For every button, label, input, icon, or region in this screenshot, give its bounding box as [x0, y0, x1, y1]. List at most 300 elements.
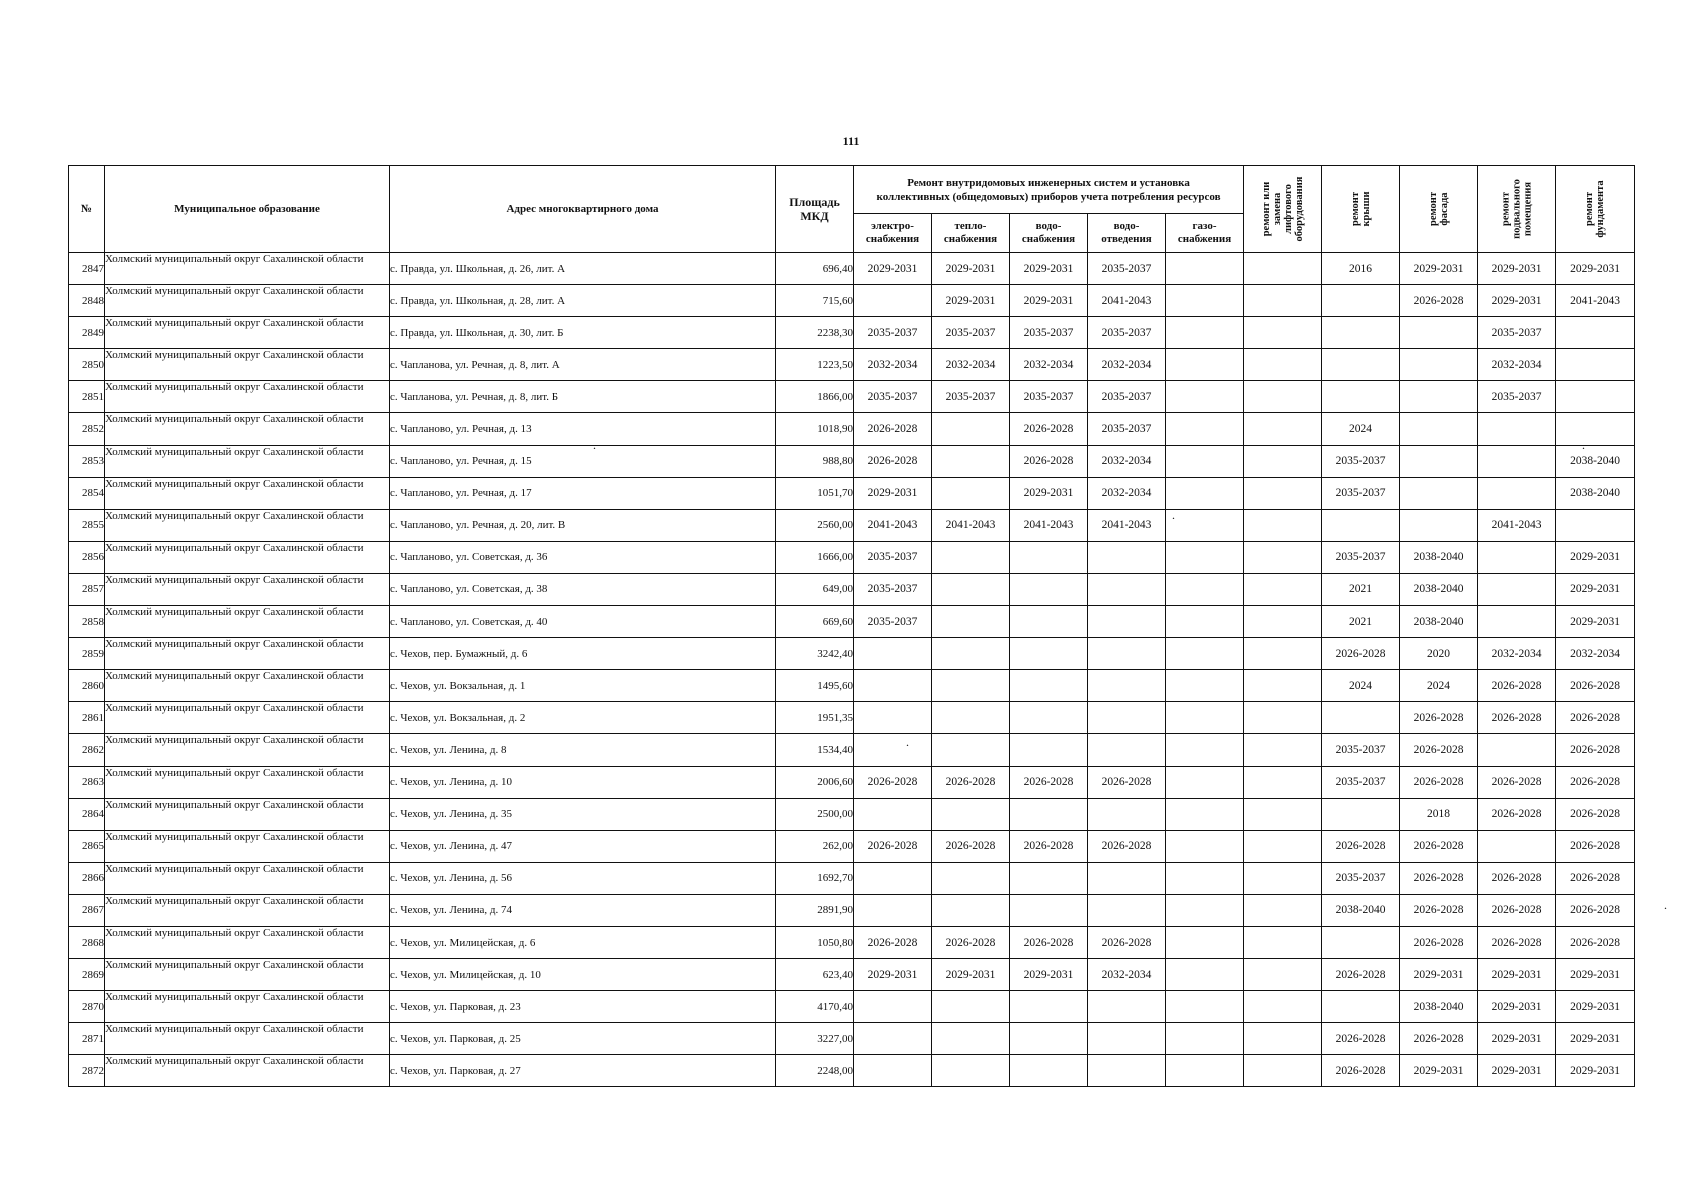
foundation-cell: 2029-2031 — [1556, 541, 1635, 573]
sewer-cell — [1088, 638, 1166, 670]
sewer-cell: 2041-2043 — [1088, 285, 1166, 317]
facade-cell — [1400, 509, 1478, 541]
foundation-cell: 2026-2028 — [1556, 894, 1635, 926]
basement-cell: 2032-2034 — [1478, 349, 1556, 381]
address-cell: с. Чапланово, ул. Речная, д. 15 — [390, 445, 776, 477]
sewer-cell — [1088, 573, 1166, 605]
basement-cell — [1478, 606, 1556, 638]
address-cell: с. Чехов, ул. Парковая, д. 27 — [390, 1055, 776, 1087]
facade-cell: 2026-2028 — [1400, 862, 1478, 894]
gas-cell — [1166, 541, 1244, 573]
basement-cell: 2041-2043 — [1478, 509, 1556, 541]
facade-cell: 2038-2040 — [1400, 573, 1478, 605]
table-row — [69, 702, 1635, 734]
address-cell: с. Чехов, ул. Ленина, д. 47 — [390, 830, 776, 862]
roof-cell: 2035-2037 — [1322, 734, 1400, 766]
gas-cell — [1166, 670, 1244, 702]
roof-cell — [1322, 285, 1400, 317]
foundation-cell — [1556, 509, 1635, 541]
foundation-cell: 2026-2028 — [1556, 734, 1635, 766]
row-number: 2860 — [69, 670, 105, 702]
area-cell: 2500,00 — [776, 798, 854, 830]
address-cell: с. Чехов, ул. Парковая, д. 25 — [390, 1023, 776, 1055]
header-sewer: водо- отведения — [1088, 214, 1166, 253]
basement-cell: 2029-2031 — [1478, 285, 1556, 317]
address-cell: с. Правда, ул. Школьная, д. 28, лит. А — [390, 285, 776, 317]
sewer-cell: 2032-2034 — [1088, 349, 1166, 381]
header-area: Площадь МКД — [776, 166, 854, 253]
address-cell: с. Чехов, ул. Вокзальная, д. 1 — [390, 670, 776, 702]
municipality-cell: Холмский муниципальный округ Сахалинской области — [105, 894, 390, 926]
municipality-cell: Холмский муниципальный округ Сахалинской области — [105, 477, 390, 509]
electro-cell: 2026-2028 — [854, 830, 932, 862]
electro-cell: 2035-2037 — [854, 317, 932, 349]
area-cell: 2891,90 — [776, 894, 854, 926]
table-body — [69, 253, 1635, 1087]
gas-cell — [1166, 573, 1244, 605]
water-cell — [1010, 702, 1088, 734]
electro-cell — [854, 798, 932, 830]
row-number: 2865 — [69, 830, 105, 862]
municipality-cell: Холмский муниципальный округ Сахалинской области — [105, 734, 390, 766]
gas-cell — [1166, 926, 1244, 958]
foundation-cell: 2026-2028 — [1556, 798, 1635, 830]
basement-cell: 2026-2028 — [1478, 702, 1556, 734]
municipality-cell: Холмский муниципальный округ Сахалинской области — [105, 991, 390, 1023]
municipality-cell: Холмский муниципальный округ Сахалинской области — [105, 349, 390, 381]
facade-cell: 2029-2031 — [1400, 253, 1478, 285]
table-row — [69, 798, 1635, 830]
basement-cell: 2029-2031 — [1478, 991, 1556, 1023]
foundation-cell — [1556, 349, 1635, 381]
electro-cell — [854, 702, 932, 734]
gas-cell — [1166, 991, 1244, 1023]
water-cell — [1010, 670, 1088, 702]
basement-cell: 2026-2028 — [1478, 798, 1556, 830]
elevator-cell — [1244, 317, 1322, 349]
water-cell — [1010, 606, 1088, 638]
header-electro: электро- снабжения — [854, 214, 932, 253]
area-cell: 2560,00 — [776, 509, 854, 541]
gas-cell — [1166, 862, 1244, 894]
gas-cell — [1166, 959, 1244, 991]
table-header — [69, 166, 1635, 253]
basement-cell — [1478, 445, 1556, 477]
elevator-cell — [1244, 991, 1322, 1023]
facade-cell: 2026-2028 — [1400, 926, 1478, 958]
area-cell: 715,60 — [776, 285, 854, 317]
facade-cell: 2024 — [1400, 670, 1478, 702]
municipality-cell: Холмский муниципальный округ Сахалинской области — [105, 541, 390, 573]
water-cell: 2032-2034 — [1010, 349, 1088, 381]
heat-cell: 2026-2028 — [932, 766, 1010, 798]
area-cell: 649,00 — [776, 573, 854, 605]
address-cell: с. Чехов, ул. Милицейская, д. 6 — [390, 926, 776, 958]
area-cell: 623,40 — [776, 959, 854, 991]
facade-cell: 2026-2028 — [1400, 285, 1478, 317]
address-cell: с. Чапланово, ул. Советская, д. 36 — [390, 541, 776, 573]
electro-cell: 2026-2028 — [854, 413, 932, 445]
table-row — [69, 285, 1635, 317]
row-number: 2854 — [69, 477, 105, 509]
water-cell — [1010, 541, 1088, 573]
roof-cell — [1322, 702, 1400, 734]
gas-cell — [1166, 766, 1244, 798]
table-row — [69, 862, 1635, 894]
header-facade: ремонт фасада — [1400, 166, 1478, 253]
heat-cell: 2035-2037 — [932, 317, 1010, 349]
foundation-cell: 2032-2034 — [1556, 638, 1635, 670]
heat-cell — [932, 862, 1010, 894]
table-row — [69, 959, 1635, 991]
water-cell: 2026-2028 — [1010, 445, 1088, 477]
area-cell: 1223,50 — [776, 349, 854, 381]
electro-cell: 2035-2037 — [854, 606, 932, 638]
address-cell: с. Чехов, ул. Милицейская, д. 10 — [390, 959, 776, 991]
area-cell: 2248,00 — [776, 1055, 854, 1087]
table-row — [69, 734, 1635, 766]
heat-cell: 2026-2028 — [932, 926, 1010, 958]
area-cell: 1666,00 — [776, 541, 854, 573]
sewer-cell — [1088, 798, 1166, 830]
roof-cell: 2038-2040 — [1322, 894, 1400, 926]
roof-cell: 2026-2028 — [1322, 1023, 1400, 1055]
basement-cell: 2026-2028 — [1478, 862, 1556, 894]
municipality-cell: Холмский муниципальный округ Сахалинской области — [105, 1023, 390, 1055]
electro-cell: 2026-2028 — [854, 926, 932, 958]
elevator-cell — [1244, 798, 1322, 830]
elevator-cell — [1244, 926, 1322, 958]
address-cell: с. Чехов, ул. Ленина, д. 8 — [390, 734, 776, 766]
electro-cell: 2026-2028 — [854, 766, 932, 798]
elevator-cell — [1244, 638, 1322, 670]
elevator-cell — [1244, 1055, 1322, 1087]
roof-cell: 2035-2037 — [1322, 445, 1400, 477]
roof-cell — [1322, 349, 1400, 381]
municipality-cell: Холмский муниципальный округ Сахалинской области — [105, 959, 390, 991]
header-engineering-systems: Ремонт внутридомовых инженерных систем и установка коллективных (общедомовых) приборов учета потребления ресурсов — [854, 166, 1244, 214]
foundation-cell: 2026-2028 — [1556, 862, 1635, 894]
address-cell: с. Чехов, пер. Бумажный, д. 6 — [390, 638, 776, 670]
table-row — [69, 573, 1635, 605]
sewer-cell: 2026-2028 — [1088, 830, 1166, 862]
table-row — [69, 1055, 1635, 1087]
area-cell: 3242,40 — [776, 638, 854, 670]
foundation-cell: 2041-2043 — [1556, 285, 1635, 317]
gas-cell — [1166, 894, 1244, 926]
table-row — [69, 766, 1635, 798]
municipality-cell: Холмский муниципальный округ Сахалинской области — [105, 413, 390, 445]
municipality-cell: Холмский муниципальный округ Сахалинской области — [105, 766, 390, 798]
sewer-cell: 2035-2037 — [1088, 413, 1166, 445]
heat-cell — [932, 670, 1010, 702]
water-cell — [1010, 1023, 1088, 1055]
elevator-cell — [1244, 445, 1322, 477]
municipality-cell: Холмский муниципальный округ Сахалинской области — [105, 798, 390, 830]
row-number: 2863 — [69, 766, 105, 798]
area-cell: 1866,00 — [776, 381, 854, 413]
repair-schedule-table — [68, 165, 1635, 1087]
roof-cell: 2026-2028 — [1322, 638, 1400, 670]
electro-cell — [854, 991, 932, 1023]
address-cell: с. Чехов, ул. Ленина, д. 35 — [390, 798, 776, 830]
municipality-cell: Холмский муниципальный округ Сахалинской области — [105, 638, 390, 670]
facade-cell — [1400, 413, 1478, 445]
basement-cell — [1478, 573, 1556, 605]
elevator-cell — [1244, 541, 1322, 573]
row-number: 2848 — [69, 285, 105, 317]
basement-cell: 2026-2028 — [1478, 926, 1556, 958]
water-cell: 2041-2043 — [1010, 509, 1088, 541]
basement-cell — [1478, 477, 1556, 509]
heat-cell — [932, 702, 1010, 734]
area-cell: 1050,80 — [776, 926, 854, 958]
elevator-cell — [1244, 285, 1322, 317]
gas-cell — [1166, 413, 1244, 445]
roof-cell — [1322, 381, 1400, 413]
foundation-cell — [1556, 381, 1635, 413]
row-number: 2857 — [69, 573, 105, 605]
table-row — [69, 670, 1635, 702]
roof-cell: 2026-2028 — [1322, 1055, 1400, 1087]
elevator-cell — [1244, 894, 1322, 926]
electro-cell: 2032-2034 — [854, 349, 932, 381]
heat-cell — [932, 541, 1010, 573]
facade-cell — [1400, 317, 1478, 349]
gas-cell — [1166, 606, 1244, 638]
heat-cell — [932, 445, 1010, 477]
address-cell: с. Чапланово, ул. Советская, д. 38 — [390, 573, 776, 605]
elevator-cell — [1244, 670, 1322, 702]
header-gas: газо- снабжения — [1166, 214, 1244, 253]
elevator-cell — [1244, 573, 1322, 605]
foundation-cell: 2026-2028 — [1556, 766, 1635, 798]
water-cell: 2026-2028 — [1010, 926, 1088, 958]
water-cell: 2035-2037 — [1010, 381, 1088, 413]
water-cell: 2029-2031 — [1010, 477, 1088, 509]
municipality-cell: Холмский муниципальный округ Сахалинской области — [105, 606, 390, 638]
electro-cell: 2041-2043 — [854, 509, 932, 541]
table-row — [69, 445, 1635, 477]
roof-cell — [1322, 317, 1400, 349]
facade-cell: 2026-2028 — [1400, 766, 1478, 798]
row-number: 2850 — [69, 349, 105, 381]
elevator-cell — [1244, 349, 1322, 381]
heat-cell — [932, 477, 1010, 509]
heat-cell — [932, 991, 1010, 1023]
row-number: 2851 — [69, 381, 105, 413]
roof-cell: 2035-2037 — [1322, 541, 1400, 573]
municipality-cell: Холмский муниципальный округ Сахалинской области — [105, 509, 390, 541]
sewer-cell — [1088, 894, 1166, 926]
facade-cell — [1400, 445, 1478, 477]
heat-cell: 2035-2037 — [932, 381, 1010, 413]
roof-cell: 2021 — [1322, 573, 1400, 605]
table-row — [69, 894, 1635, 926]
roof-cell — [1322, 509, 1400, 541]
basement-cell: 2029-2031 — [1478, 959, 1556, 991]
water-cell — [1010, 638, 1088, 670]
table-row — [69, 541, 1635, 573]
heat-cell — [932, 638, 1010, 670]
row-number: 2849 — [69, 317, 105, 349]
roof-cell — [1322, 926, 1400, 958]
header-municipality: Муниципальное образование — [105, 166, 390, 253]
gas-cell — [1166, 253, 1244, 285]
address-cell: с. Чапланово, ул. Речная, д. 20, лит. В — [390, 509, 776, 541]
table-row — [69, 381, 1635, 413]
elevator-cell — [1244, 702, 1322, 734]
area-cell: 3227,00 — [776, 1023, 854, 1055]
scan-speck: . — [1172, 508, 1175, 522]
gas-cell — [1166, 638, 1244, 670]
basement-cell: 2035-2037 — [1478, 317, 1556, 349]
area-cell: 2006,60 — [776, 766, 854, 798]
foundation-cell: 2026-2028 — [1556, 830, 1635, 862]
row-number: 2864 — [69, 798, 105, 830]
address-cell: с. Чехов, ул. Ленина, д. 10 — [390, 766, 776, 798]
table-row — [69, 349, 1635, 381]
area-cell: 2238,30 — [776, 317, 854, 349]
address-cell: с. Чапланово, ул. Речная, д. 17 — [390, 477, 776, 509]
header-roof: ремонт крыши — [1322, 166, 1400, 253]
elevator-cell — [1244, 830, 1322, 862]
facade-cell — [1400, 477, 1478, 509]
water-cell: 2029-2031 — [1010, 285, 1088, 317]
electro-cell: 2029-2031 — [854, 253, 932, 285]
row-number: 2853 — [69, 445, 105, 477]
basement-cell: 2029-2031 — [1478, 1055, 1556, 1087]
sewer-cell: 2035-2037 — [1088, 381, 1166, 413]
facade-cell: 2029-2031 — [1400, 959, 1478, 991]
electro-cell: 2035-2037 — [854, 541, 932, 573]
header-elevator: ремонт или замена лифтового оборудования — [1244, 166, 1322, 253]
row-number: 2862 — [69, 734, 105, 766]
address-cell: с. Чапланова, ул. Речная, д. 8, лит. А — [390, 349, 776, 381]
heat-cell — [932, 734, 1010, 766]
gas-cell — [1166, 798, 1244, 830]
heat-cell — [932, 798, 1010, 830]
electro-cell — [854, 862, 932, 894]
gas-cell — [1166, 445, 1244, 477]
foundation-cell: 2029-2031 — [1556, 573, 1635, 605]
heat-cell: 2032-2034 — [932, 349, 1010, 381]
elevator-cell — [1244, 413, 1322, 445]
address-cell: с. Правда, ул. Школьная, д. 26, лит. А — [390, 253, 776, 285]
header-water: водо- снабжения — [1010, 214, 1088, 253]
sewer-cell — [1088, 734, 1166, 766]
header-foundation: ремонт фундамента — [1556, 166, 1635, 253]
row-number: 2867 — [69, 894, 105, 926]
municipality-cell: Холмский муниципальный округ Сахалинской области — [105, 1055, 390, 1087]
scan-speck: . — [1664, 898, 1667, 912]
basement-cell: 2029-2031 — [1478, 1023, 1556, 1055]
municipality-cell: Холмский муниципальный округ Сахалинской области — [105, 285, 390, 317]
sewer-cell: 2041-2043 — [1088, 509, 1166, 541]
foundation-cell: 2029-2031 — [1556, 1055, 1635, 1087]
foundation-cell: 2038-2040 — [1556, 477, 1635, 509]
facade-cell: 2018 — [1400, 798, 1478, 830]
municipality-cell: Холмский муниципальный округ Сахалинской области — [105, 702, 390, 734]
address-cell: с. Чехов, ул. Ленина, д. 56 — [390, 862, 776, 894]
electro-cell — [854, 638, 932, 670]
water-cell: 2026-2028 — [1010, 413, 1088, 445]
table-row — [69, 606, 1635, 638]
water-cell — [1010, 991, 1088, 1023]
table-row — [69, 253, 1635, 285]
gas-cell — [1166, 349, 1244, 381]
water-cell — [1010, 573, 1088, 605]
address-cell: с. Чехов, ул. Вокзальная, д. 2 — [390, 702, 776, 734]
sewer-cell — [1088, 862, 1166, 894]
sewer-cell — [1088, 991, 1166, 1023]
address-cell: с. Правда, ул. Школьная, д. 30, лит. Б — [390, 317, 776, 349]
electro-cell — [854, 1023, 932, 1055]
gas-cell — [1166, 1023, 1244, 1055]
municipality-cell: Холмский муниципальный округ Сахалинской области — [105, 317, 390, 349]
sewer-cell: 2032-2034 — [1088, 445, 1166, 477]
foundation-cell: 2026-2028 — [1556, 702, 1635, 734]
foundation-cell — [1556, 413, 1635, 445]
water-cell: 2029-2031 — [1010, 959, 1088, 991]
roof-cell: 2016 — [1322, 253, 1400, 285]
electro-cell: 2029-2031 — [854, 477, 932, 509]
electro-cell — [854, 670, 932, 702]
area-cell: 669,60 — [776, 606, 854, 638]
elevator-cell — [1244, 1023, 1322, 1055]
municipality-cell: Холмский муниципальный округ Сахалинской области — [105, 253, 390, 285]
row-number: 2861 — [69, 702, 105, 734]
heat-cell — [932, 1055, 1010, 1087]
area-cell: 696,40 — [776, 253, 854, 285]
basement-cell: 2026-2028 — [1478, 766, 1556, 798]
heat-cell — [932, 894, 1010, 926]
gas-cell — [1166, 285, 1244, 317]
basement-cell: 2026-2028 — [1478, 894, 1556, 926]
facade-cell: 2026-2028 — [1400, 1023, 1478, 1055]
foundation-cell — [1556, 317, 1635, 349]
table-row — [69, 413, 1635, 445]
municipality-cell: Холмский муниципальный округ Сахалинской области — [105, 862, 390, 894]
area-cell: 1692,70 — [776, 862, 854, 894]
electro-cell — [854, 734, 932, 766]
table-row — [69, 317, 1635, 349]
address-cell: с. Чапланова, ул. Речная, д. 8, лит. Б — [390, 381, 776, 413]
electro-cell: 2029-2031 — [854, 959, 932, 991]
electro-cell: 2035-2037 — [854, 573, 932, 605]
gas-cell — [1166, 317, 1244, 349]
municipality-cell: Холмский муниципальный округ Сахалинской области — [105, 670, 390, 702]
sewer-cell — [1088, 541, 1166, 573]
elevator-cell — [1244, 509, 1322, 541]
basement-cell: 2026-2028 — [1478, 670, 1556, 702]
sewer-cell: 2032-2034 — [1088, 477, 1166, 509]
roof-cell: 2026-2028 — [1322, 830, 1400, 862]
area-cell: 1951,35 — [776, 702, 854, 734]
area-cell: 262,00 — [776, 830, 854, 862]
municipality-cell: Холмский муниципальный округ Сахалинской области — [105, 926, 390, 958]
address-cell: с. Чапланово, ул. Речная, д. 13 — [390, 413, 776, 445]
municipality-cell: Холмский муниципальный округ Сахалинской области — [105, 381, 390, 413]
row-number: 2866 — [69, 862, 105, 894]
area-cell: 4170,40 — [776, 991, 854, 1023]
row-number: 2869 — [69, 959, 105, 991]
foundation-cell: 2029-2031 — [1556, 253, 1635, 285]
elevator-cell — [1244, 734, 1322, 766]
water-cell — [1010, 734, 1088, 766]
header-basement: ремонт подвального помещения — [1478, 166, 1556, 253]
roof-cell: 2021 — [1322, 606, 1400, 638]
